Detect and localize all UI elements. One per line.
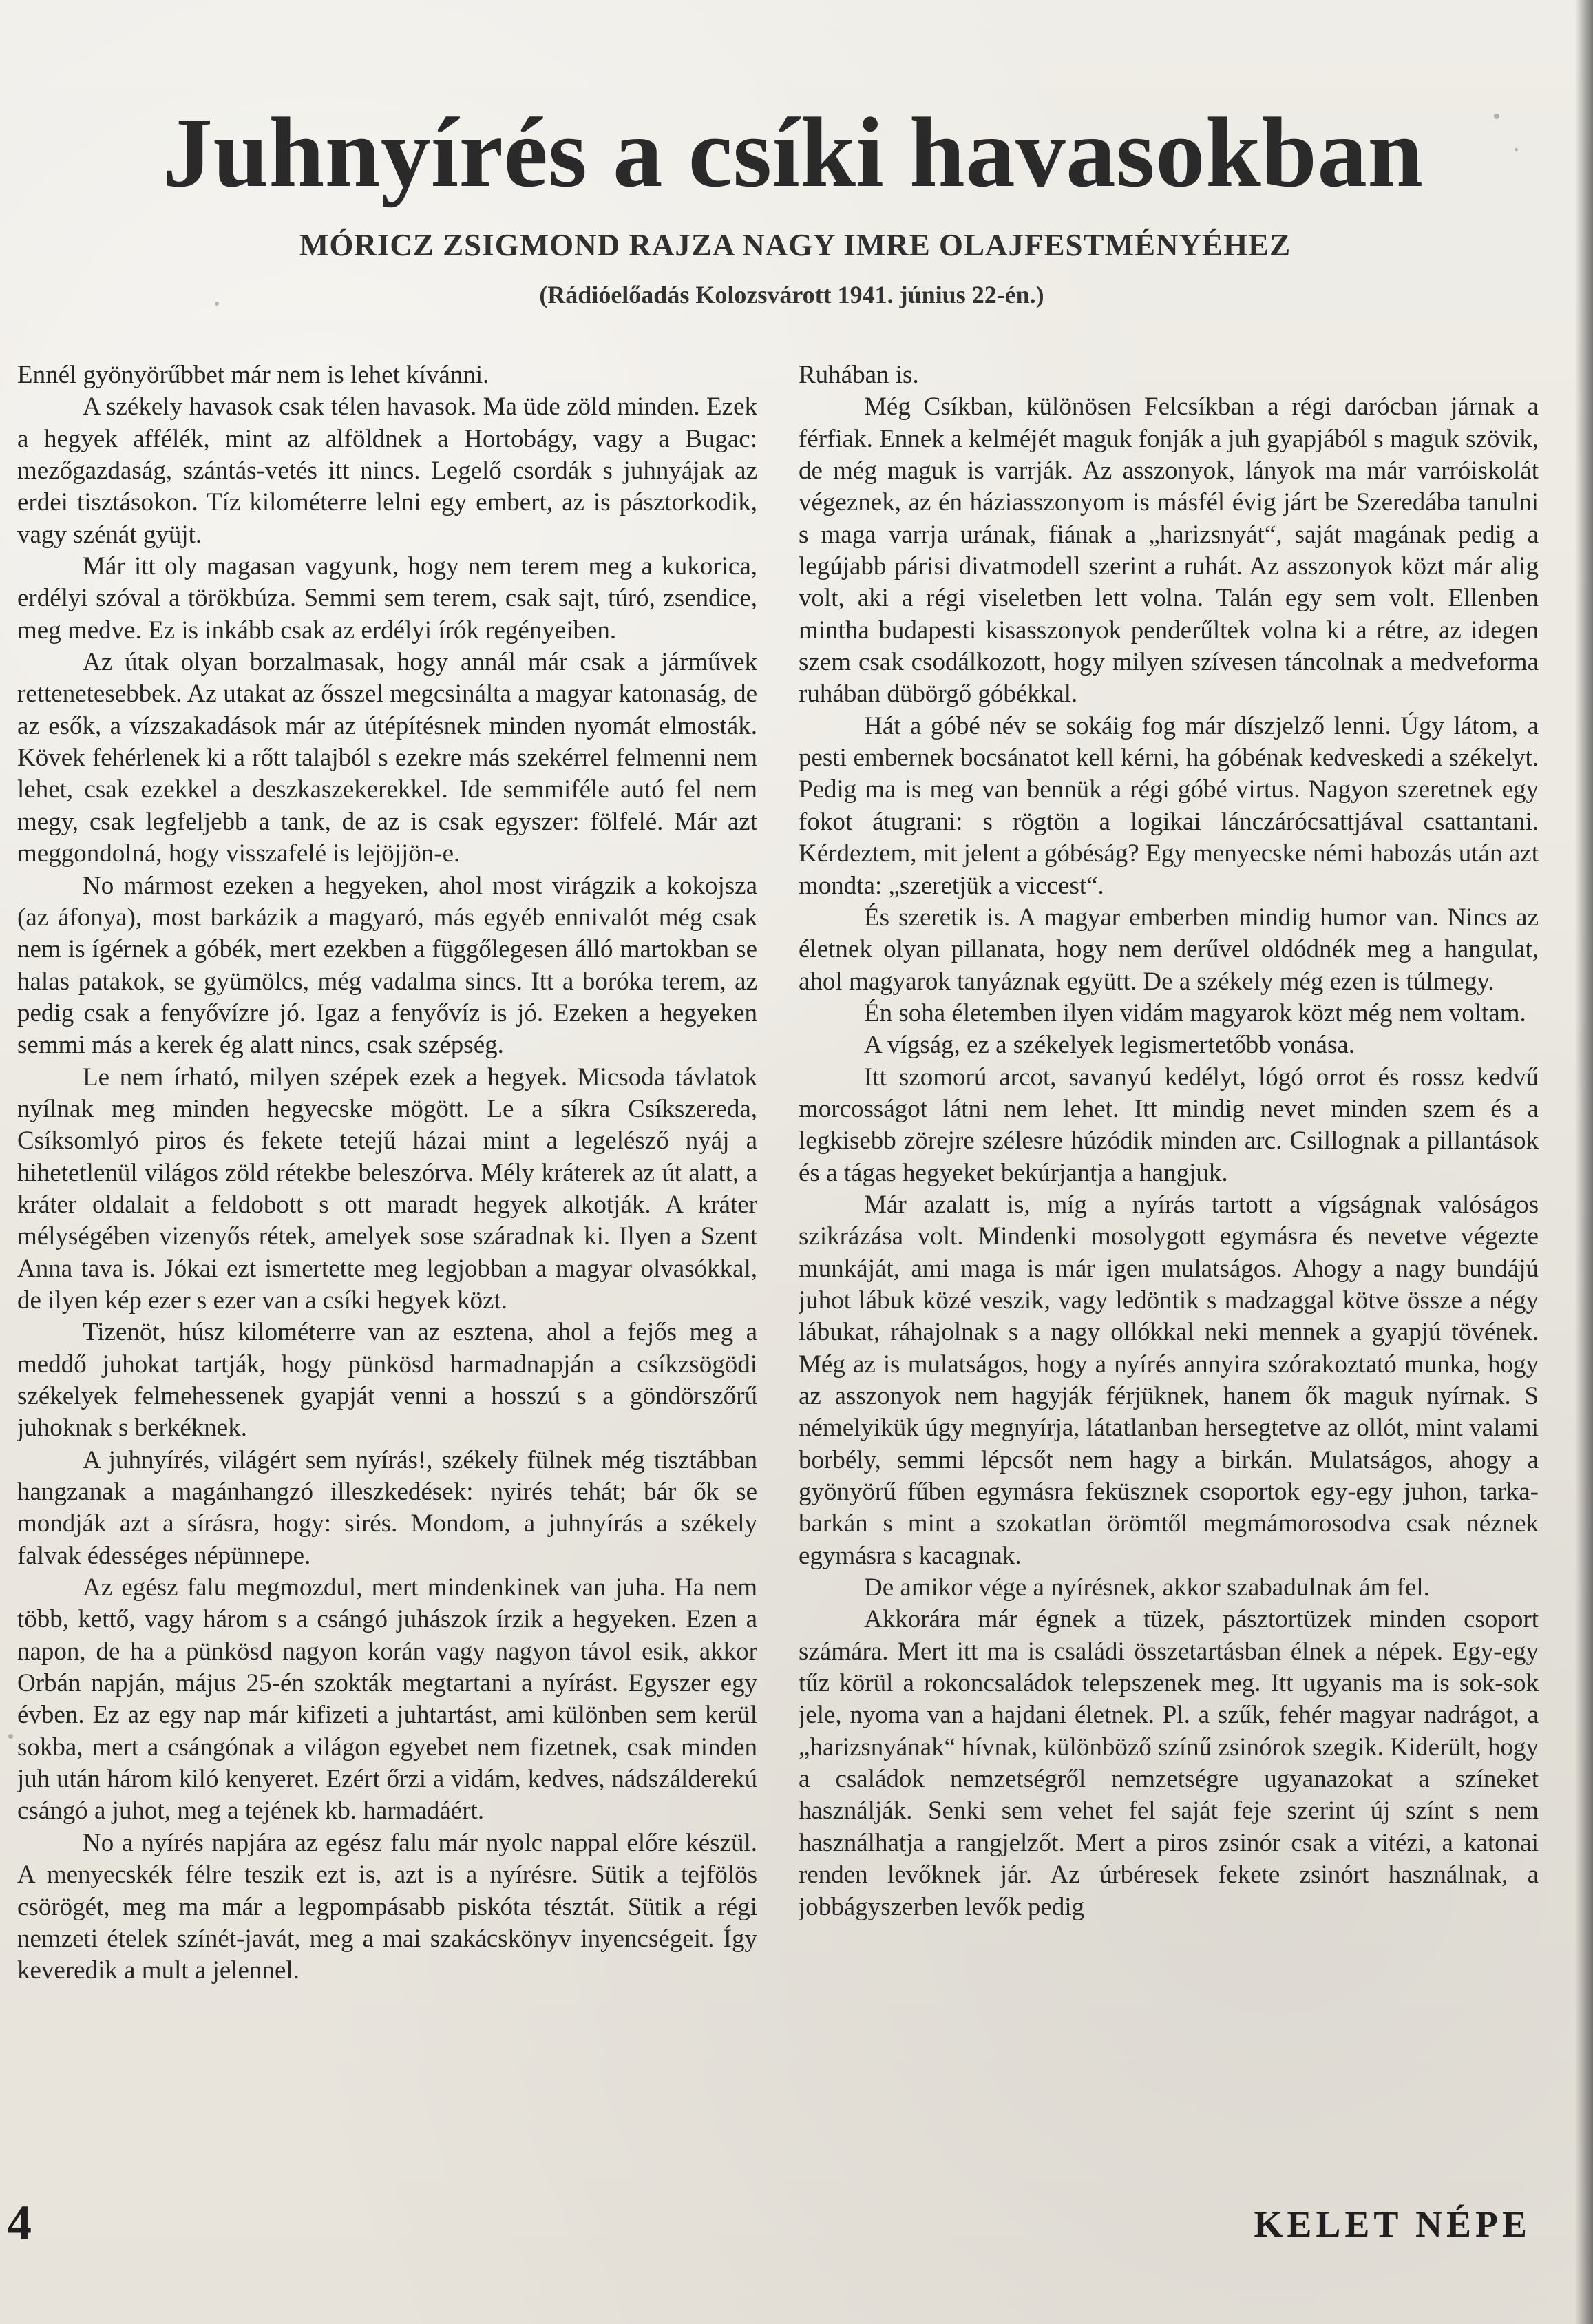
right-column [799,359,1539,2186]
paragraph: De amikor vége a nyírésnek, akkor szabadulnak ám fel. [864,1573,1430,1602]
paragraph: Ennél gyönyörűbbet már nem is lehet kívánni. [17,361,489,389]
broadcast-note: (Rádióelőadás Kolozsvárott 1941. június 22-én.) [539,281,1044,308]
paragraph: No a nyírés napjára az egész falu már nyolc nappal előre készül. A menyecskék félre teszik ezt is, azt is a nyírésre. Sütik a tejfölös csörögét, meg ma már a legpompásabb piskóta tésztát. Sütik a régi nemzeti ételek színét-javát, meg a mai szakácskönyv inyencségeit. Így keveredik a mult a jelennel. [17,1828,757,1985]
paper-speck [8,1734,13,1739]
paragraph: Akkorára már égnek a tüzek, pásztortüzek minden csoport számára. Mert itt ma is családi összetartásban élnek a népek. Egy-egy tűz körül a rokoncsaládok telepszenek meg. Itt ugyanis ma is sok-sok jele, nyoma van a hajdani életnek. Pl. a szűk, fehér magyar nadrágot, a „harizsnyának“ hívnak, különböző színű zsinórok szegik. Kiderült, hogy a családok nemzetségről nemzetségre ugyanazokat a színeket használják. Senki sem vehet fel saját feje szerint új színt s nem használhatja a rangjelzőt. Mert a piros zsinór csak a vitézi, a katonai renden levőknek jár. Az úrbéresek fekete zsinórt használnak, a jobbágyszerben levők pedig [799,1605,1539,1921]
page-edge-shadow [1575,0,1593,2324]
paragraph: Az útak olyan borzalmasak, hogy annál már csak a járművek rettenetesebbek. Az utakat az ősszel megcsinálta a magyar katonaság, de az esők, a vízszakadások már az útépítésnek minden nyomát elmosták. Kövek fehérlenek ki a rőtt talajból s ezekre más szekérrel felmenni nem lehet, csak ezekkel a deszkaszekerekkel. Ide semmiféle autó fel nem megy, csak legfeljebb a tank, de az is csak egyszer: fölfelé. Már azt meggondolná, hogy visszafelé is lejöjjön-e. [17,648,757,868]
paragraph: És szeretik is. A magyar emberben mindig humor van. Nincs az életnek olyan pillanata, hogy nem derűvel oldódnék meg a hangulat, ahol magyarok tanyáznak együtt. De a székely még ezen is túlmegy. [799,903,1539,996]
page-number: 4 [7,2195,32,2250]
paragraph: Már itt oly magasan vagyunk, hogy nem terem meg a kukorica, erdélyi szóval a törökbúza. Semmi sem terem, csak sajt, túró, zsendice, meg medve. Ez is inkább csak az erdélyi írók regényeiben. [17,552,757,645]
paper-speck [1494,114,1499,119]
paper-speck [215,302,219,306]
publication-name: KELET NÉPE [1254,2203,1531,2245]
article-subtitle: MÓRICZ ZSIGMOND RAJZA NAGY IMRE OLAJFESTMÉNYÉHEZ [299,228,1291,262]
paragraph: Itt szomorú arcot, savanyú kedélyt, lógó orrot és rossz kedvű morcosságot látni nem lehet. Itt mindig nevet minden szem és a legkisebb zörejre szélesre húzódik minden arc. Csillognak a pillantások és a tágas hegyeket bekúrjantja a hangjuk. [799,1062,1539,1187]
paragraph: Még Csíkban, különösen Felcsíkban a régi darócban járnak a férfiak. Ennek a kelméjét maguk fonják a juh gyapjából s maguk szövik, de még maguk is varrják. Az asszonyok, lányok ma már varróiskolát végeznek, az én háziasszonyom is másfél évig járt be Szeredába tanulni s maga varrja urának, fiának a „harizsnyát“, saját magának pedig a legújabb párisi divatmodell szerint a ruhát. Az asszonyok közt már alig volt, aki a régi viseletben lett volna. Talán egy sem volt. Ellenben mintha budapesti kisasszonyok penderűltek volna ki a rétre, az idegen szem csak csodálkozott, hogy milyen szívesen táncolnak a medveforma ruhában dübörgő góbékkal. [799,392,1539,709]
paragraph: A székely havasok csak télen havasok. Ma üde zöld minden. Ezek a hegyek affélék, mint az alföldnek a Hortobágy, vagy a Bugac: mezőgazdaság, szántás-vetés itt nincs. Legelő csordák s juhnyájak az erdei tisztásokon. Tíz kilométerre lelni egy embert, az is pásztorkodik, vagy szénát gyüjt. [17,392,757,549]
paragraph: A juhnyírés, világért sem nyírás!, székely fülnek még tisztábban hangzanak a magánhangzó illeszkedések: nyirés tehát; bár ők se mondják azt a sírásra, hogy: sirés. Mondom, a juhnyírás a székely falvak édességes népünnepe. [17,1445,757,1570]
paragraph: A vígság, ez a székelyek legismertetőbb vonása. [864,1031,1355,1060]
left-column [17,359,757,2186]
article-body [17,359,1539,2186]
paragraph: Én soha életemben ilyen vidám magyarok közt még nem voltam. [864,998,1526,1027]
paragraph: Hát a góbé név se sokáig fog már díszjelző lenni. Úgy látom, a pesti embernek bocsánatot kell kérni, ha góbénak kedveskedi a székelyt. Pedig ma is meg van bennük a régi góbé virtus. Nagyon szeretnek egy fokot átugrani: s rögtön a logikai lánczárócsattjával csattantani. Kérdeztem, mit jelent a góbéság? Egy menyecske némi habozás után azt mondta: „szeretjük a viccest“. [799,711,1539,900]
paragraph: Az egész falu megmozdul, mert mindenkinek van juha. Ha nem több, kettő, vagy három s a csángó juhászok írzik a hegyeken. Ezen a napon, de ha a pünkösd nagyon korán vagy nagyon távol esik, akkor Orbán napján, május 25-én szokták megtartani a nyírást. Egyszer egy évben. Ez az egy nap már kifizeti a juhtartást, ami különben sem kerül sokba, mert a csángónak a világon egyebet nem fizetnek, csak minden juh után három kiló kenyeret. Ezért őrzi a vidám, kedves, nádszálderekú csángó a juhot, meg a tejének kb. harmadáért. [17,1573,757,1825]
paragraph: Már azalatt is, míg a nyírás tartott a vígságnak valóságos szikrázása volt. Mindenki mosolygott egymásra és nevetve végezte munkáját, ami maga is már igen mulatságos. Ahogy a nagy bundájú juhot lábuk közé veszik, vagy ledöntik s madzaggal kötve össze a négy lábukat, ráhajolnak s a nagy ollókkal neki mennek a gyapjú tövének. Még az is mulatságos, hogy a nyírés annyira szórakoztató munka, hogy az asszonyok nem hagyják férjüknek, hanem ők maguk nyírnak. S némelyikük úgy megnyírja, látatlanban hersegtetve az ollót, mint valami borbély, semmi lépcsőt nem hagy a birkán. Mulatságos, ahogy a gyönyörű fűben egymásra feküsznek csoportok egy-egy juhon, tarka-barkán s mint a szokatlan örömtől megmámorosodva csak néznek egymásra s kacagnak. [799,1190,1539,1570]
paragraph: Tizenöt, húsz kilométerre van az esztena, ahol a fejős meg a meddő juhokat tartják, hogy pünkösd harmadnapján a csíkzsögödi székelyek felmehessenek gyapját venni a hosszú s a göndörszőrű juhoknak s berkéknek. [17,1318,757,1443]
article-title: Juhnyírés a csíki havasokban [162,98,1424,208]
paragraph: Ruhában is. [799,361,919,389]
paper-speck [1515,148,1518,151]
paragraph: Le nem írható, milyen szépek ezek a hegyek. Micsoda távlatok nyílnak meg minden hegyecske mögött. Le a síkra Csíkszereda, Csíksomlyó piros és fekete tetejű házai mint a legelésző nyáj a hihetetlenül világos zöld rétekbe beleszórva. Mély kráterek az út alatt, a kráter oldalait a feldobott s ott maradt hegyek alkotják. A kráter mélységében vizenyős rétek, amelyek sose száradnak ki. Ilyen a Szent Anna tava is. Jókai ezt ismertette meg legjobban a magyar olvasókkal, de ilyen kép ezer s ezer van a csíki hegyek közt. [17,1062,757,1315]
paragraph: No mármost ezeken a hegyeken, ahol most virágzik a kokojsza (az áfonya), most barkázik a magyaró, más egyéb ennivalót még csak nem is ígérnek a góbék, mert ezekben a függőlegesen álló martokban se halas patakok, se gyümölcs, még vadalma sincs. Itt a boróka terem, az pedig csak a fenyővízre jó. Igaz a fenyővíz is jó. Ezeken a hegyeken semmi más a kerek ég alatt nincs, csak szépség. [17,871,757,1060]
